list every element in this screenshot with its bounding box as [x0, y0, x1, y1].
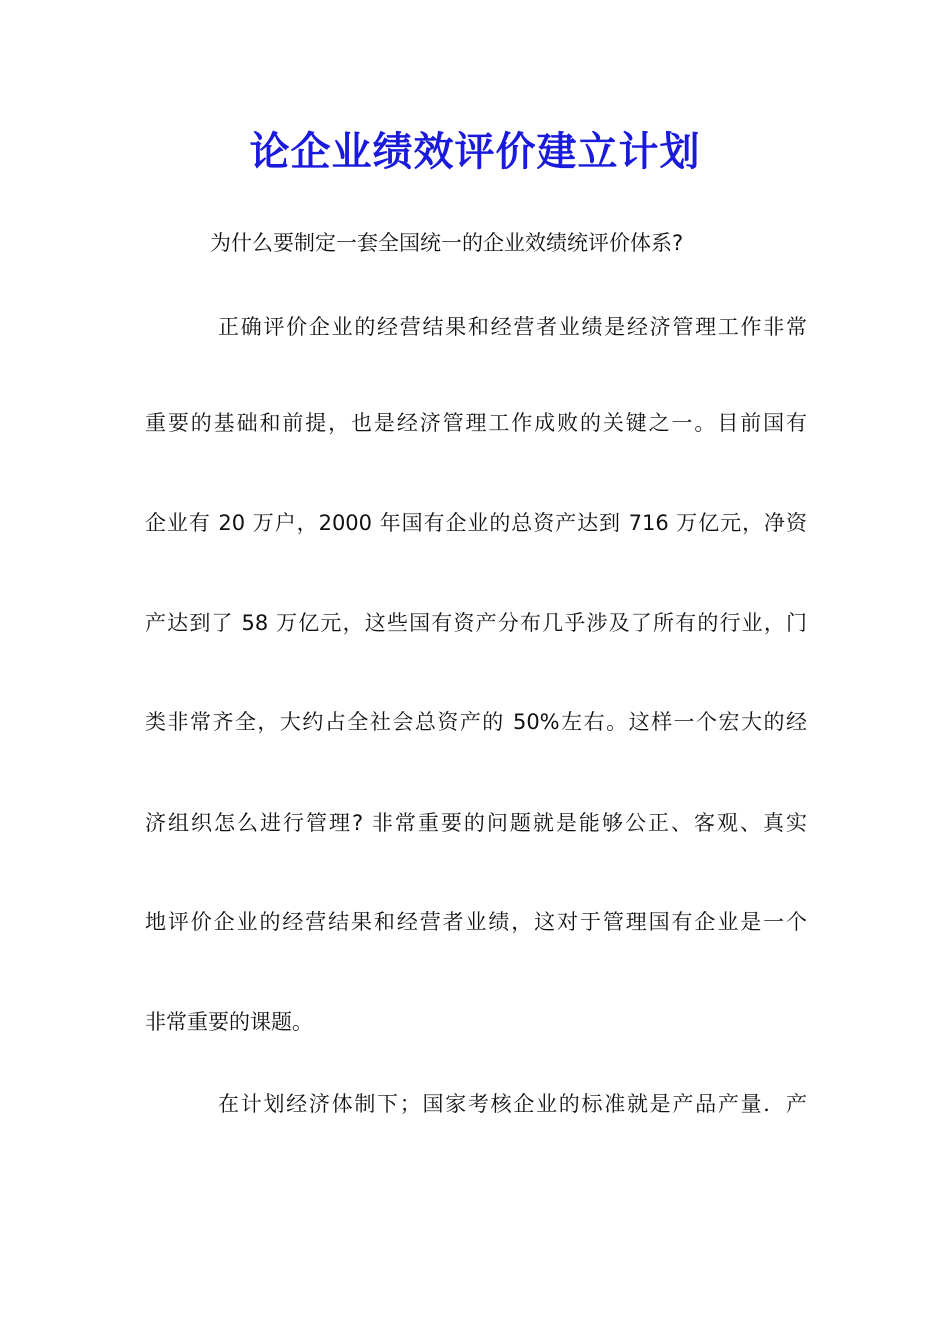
paragraph1-line-6: 济组织怎么进行管理? 非常重要的问题就是能够公正、客观、真实 [145, 811, 807, 835]
question-line: 为什么要制定一套全国统一的企业效绩统评价体系? [210, 231, 684, 255]
paragraph2-line-1: 在计划经济体制下；国家考核企业的标准就是产品产量．产 [218, 1092, 807, 1116]
paragraph1-line-7: 地评价企业的经营结果和经营者业绩，这对于管理国有企业是一个 [145, 910, 807, 934]
document-title: 论企业绩效评价建立计划 [249, 128, 701, 175]
paragraph1-line-2: 重要的基础和前提，也是经济管理工作成败的关键之一。目前国有 [145, 411, 807, 435]
paragraph1-line-8: 非常重要的课题。 [145, 1010, 313, 1034]
paragraph1-line-5: 类非常齐全，大约占全社会总资产的 50%左右。这样一个宏大的经 [145, 710, 807, 734]
paragraph1-line-1: 正确评价企业的经营结果和经营者业绩是经济管理工作非常 [218, 315, 807, 339]
paragraph1-line-3: 企业有 20 万户，2000 年国有企业的总资产达到 716 万亿元，净资 [145, 511, 807, 535]
paragraph1-line-4: 产达到了 58 万亿元，这些国有资产分布几乎涉及了所有的行业，门 [145, 611, 807, 635]
